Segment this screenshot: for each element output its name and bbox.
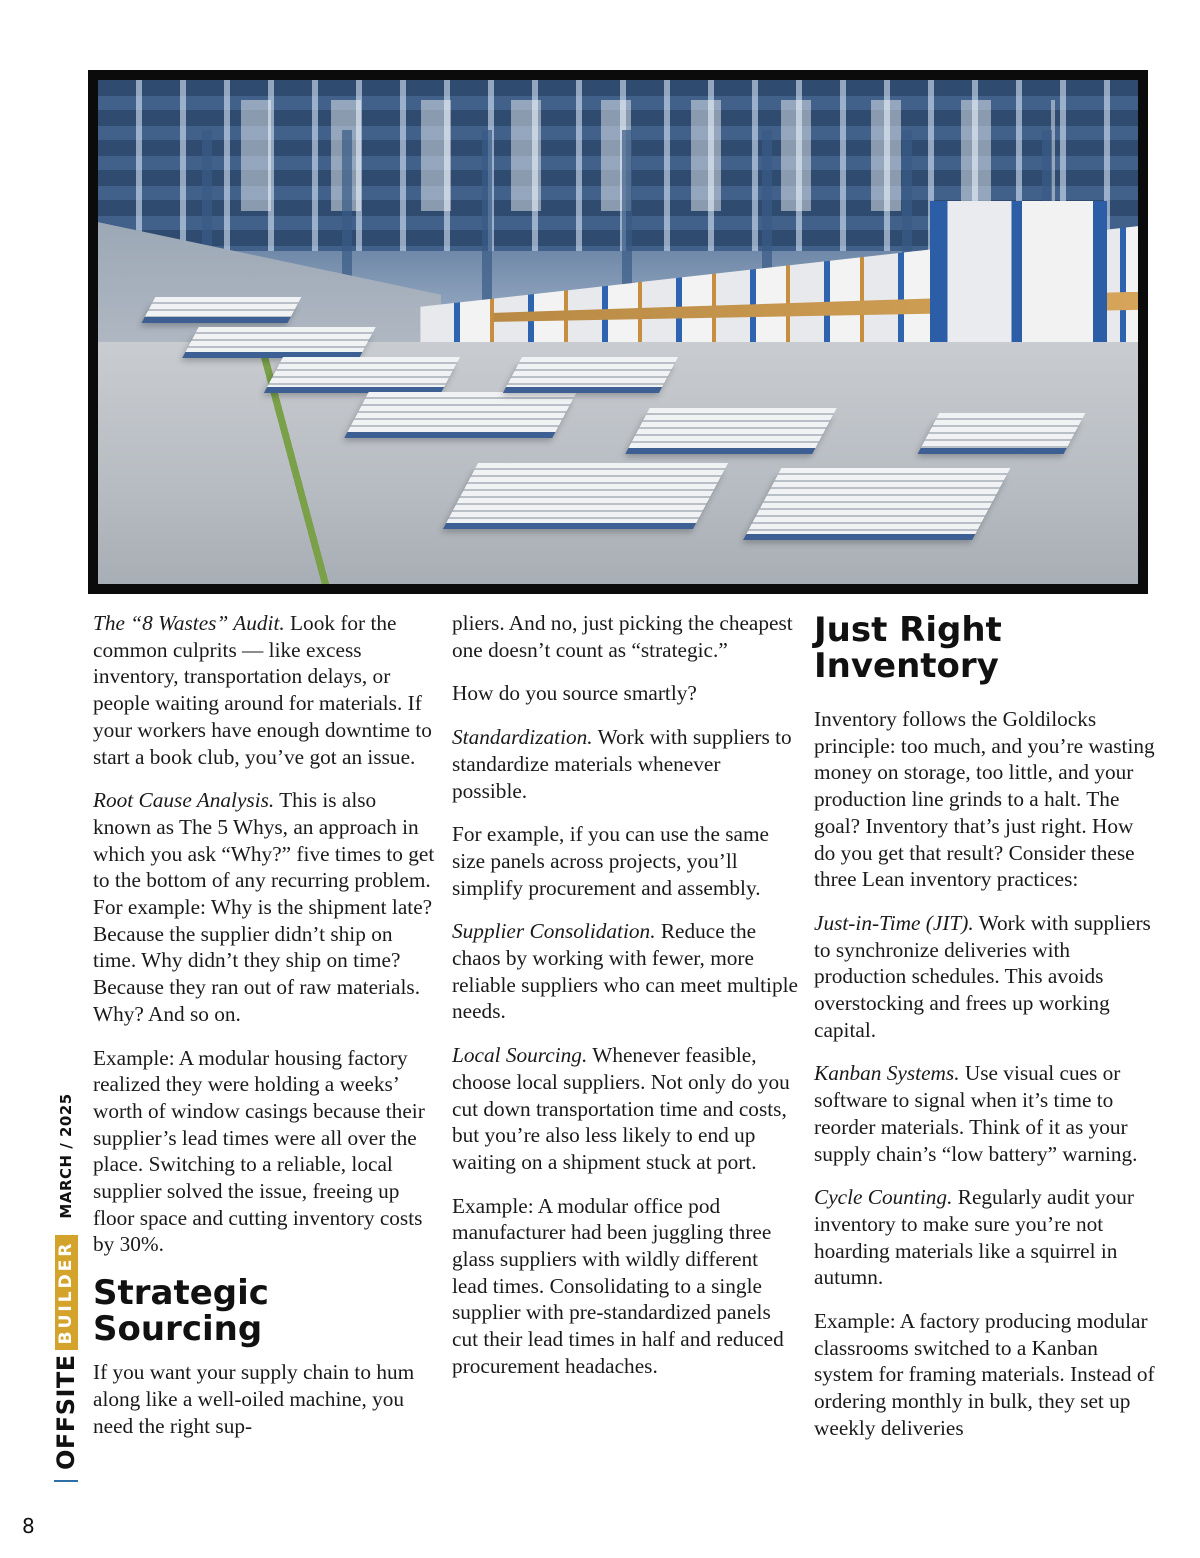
- page-number: 8: [22, 1514, 35, 1538]
- run-in-heading: Root Cause Analysis.: [93, 788, 275, 813]
- paragraph: Cycle Counting. Regularly audit your inventory to make sure you’re not hoarding materials like a squirrel in autumn.: [814, 1185, 1134, 1290]
- run-in-heading: Supplier Consolidation.: [452, 919, 656, 944]
- paragraph: How do you source smartly?: [452, 681, 697, 706]
- paragraph: Just-in-Time (JIT). Work with suppliers to synchronize deliveries with production schedules. This avoids overstocking and frees up working capital.: [814, 910, 1151, 1042]
- brand-builder: BUILDER: [55, 1235, 78, 1351]
- panel-stack: [628, 408, 837, 448]
- panel-stack: [446, 463, 728, 523]
- accent-bar: [54, 1480, 78, 1482]
- paragraph: Local Sourcing. Whenever feasible, choose local suppliers. Not only do you cut down transportation time and costs, but you’re also less likely to end up waiting on a shipment stuck at port.: [452, 1043, 790, 1174]
- hero-photo: [88, 70, 1148, 594]
- panel-stack: [185, 327, 375, 352]
- brand-offsite: OFFSITE: [52, 1354, 80, 1470]
- paragraph: Inventory follows the Goldilocks principle: too much, and you’re wasting money on storage, too little, and your production line grinds to a halt. The goal? Inventory that’s just right. How do you get that result? Consider these three Lean inventory practices:: [814, 707, 1155, 892]
- article-column-2: [452, 610, 798, 1397]
- paragraph: Standardization. Work with suppliers to standardize materials whenever possible.: [452, 725, 792, 803]
- run-in-heading: The “8 Wastes” Audit.: [93, 611, 285, 635]
- paragraph: pliers. And no, just picking the cheapest one doesn’t count as “strategic.”: [452, 611, 793, 662]
- paragraph: Root Cause Analysis. This is also known as The 5 Whys, an approach in which you ask “Why?” five times to get to the bottom of any recurring problem. For example: Why is the shipment late? Because the supplier didn’t ship on time. Why didn’t they ship on time? Because they ran out of raw materials. Why? And so on.: [93, 788, 435, 1026]
- run-in-heading: Local Sourcing.: [452, 1043, 588, 1068]
- panel-stack: [506, 357, 678, 387]
- paragraph: If you want your supply chain to hum along like a well-oiled machine, you need the right sup-: [93, 1360, 415, 1438]
- paragraph: The “8 Wastes” Audit. Look for the common culprits — like excess inventory, transportation delays, or people waiting around for materials. If your workers have enough downtime to start a book club, you’ve got an issue.: [93, 611, 432, 769]
- paragraph: Supplier Consolidation. Reduce the chaos by working with fewer, more reliable suppliers who can meet multiple needs.: [452, 919, 798, 1024]
- paragraph: Example: A modular housing factory realized they were holding a weeks’ worth of window casings because their supplier’s lead times were all over the place. Switching to a reliable, local supplier solved the issue, freeing up floor space and cutting inventory costs by 30%.: [93, 1045, 425, 1257]
- paragraph: Example: A modular office pod manufacturer had been juggling three glass suppliers with wildly different lead times. Consolidating to a single supplier with pre-standardized panels cut their lead times in half and reduced procurement headaches.: [452, 1193, 784, 1378]
- issue-date: MARCH / 2025: [57, 1093, 75, 1219]
- section-heading: Just Right Inventory: [814, 610, 1002, 686]
- run-in-heading: Just-in-Time (JIT).: [814, 910, 974, 935]
- panel-stack: [267, 357, 460, 387]
- article-column-1: [93, 610, 439, 1456]
- floor-marking: [98, 357, 410, 584]
- paragraph: For example, if you can use the same size panels across projects, you’ll simplify procurement and assembly.: [452, 822, 769, 900]
- paragraph: Kanban Systems. Use visual cues or software to signal when it’s time to reorder materials. Think of it as your supply chain’s “low battery” warning.: [814, 1061, 1138, 1166]
- article-column-3: [814, 610, 1160, 1459]
- panel-stack: [145, 297, 301, 317]
- panel-stack: [746, 468, 1010, 534]
- factory-floor-illustration: [98, 80, 1138, 584]
- run-in-heading: Standardization.: [452, 725, 593, 750]
- paragraph: Example: A factory producing modular classrooms switched to a Kanban system for framing materials. Instead of ordering monthly in bulk, they set up weekly deliveries: [814, 1309, 1155, 1440]
- panel-stack: [921, 413, 1085, 448]
- run-in-heading: Kanban Systems.: [814, 1061, 960, 1086]
- panel-stack: [347, 392, 576, 432]
- magazine-sidebar-brand: [52, 1093, 80, 1482]
- section-heading: Strategic Sourcing: [93, 1273, 269, 1350]
- run-in-heading: Cycle Counting.: [814, 1185, 953, 1210]
